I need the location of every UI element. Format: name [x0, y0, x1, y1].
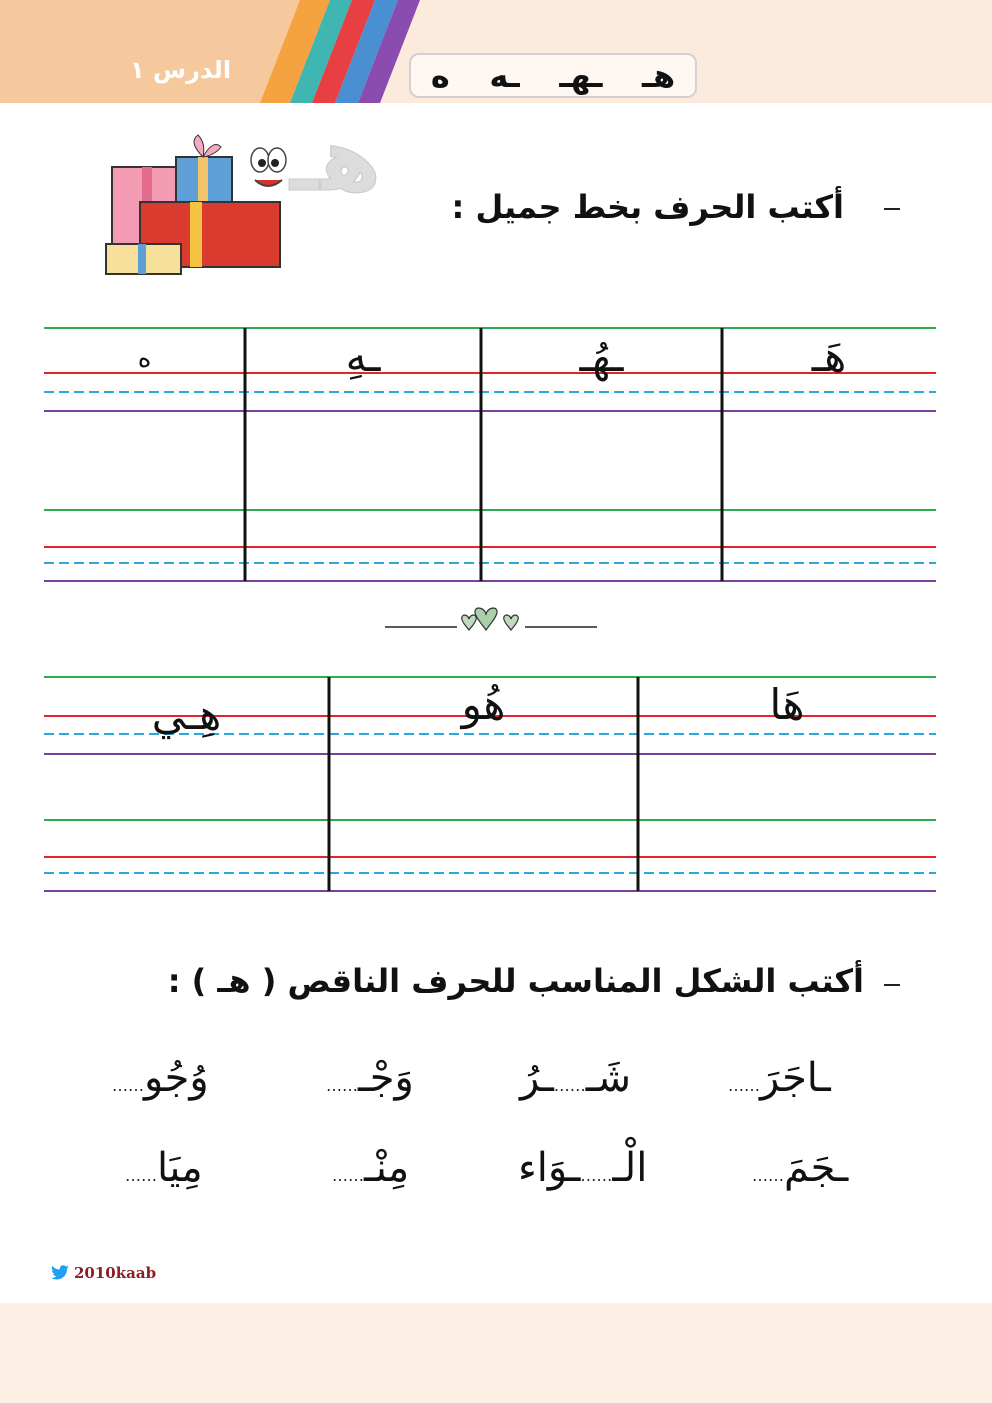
- bullet-dash: [884, 984, 900, 986]
- word-row2-3: مِنْـ……: [332, 1145, 410, 1191]
- word-row2-2: الْـ……ـوَاء: [518, 1145, 648, 1191]
- cell-letter-isolated: ه: [137, 344, 152, 374]
- word-row1-3: وَجْـ……: [326, 1055, 414, 1101]
- bullet-dash: [884, 208, 900, 210]
- footer-bar: [0, 1303, 992, 1403]
- word-row2-4: مِيَا……: [125, 1145, 203, 1191]
- lesson-label: الدرس ١: [130, 56, 232, 84]
- letter-form-medial: ـهـ: [559, 56, 603, 95]
- credit: [50, 1264, 156, 1282]
- letter-form-isolated: ه: [430, 56, 450, 95]
- cell-ha: هَا: [769, 680, 805, 729]
- cell-letter-final: ـهِ: [345, 332, 381, 381]
- instruction-write-letter: أكتب الحرف بخط جميل :: [451, 188, 844, 226]
- cell-hi: هِـي: [151, 690, 222, 739]
- letter-forms-box: [409, 53, 697, 98]
- cell-letter-medial: ـهُـ: [579, 332, 624, 381]
- letter-form-initial: هـ: [642, 56, 676, 95]
- word-row1-2: شَـ……ـرُ: [520, 1055, 632, 1101]
- cell-letter-initial: هَـ: [811, 332, 847, 381]
- letter-form-final: ـه: [489, 56, 520, 95]
- word-row2-1: ـجَمَ……: [752, 1145, 849, 1191]
- svg-text:هـ: هـ: [290, 108, 382, 211]
- heart-divider: [385, 610, 600, 642]
- twitter-bird-icon: [50, 1265, 70, 1281]
- cell-hu: هُو: [461, 680, 506, 729]
- word-row1-4: وُجُو……: [112, 1055, 209, 1101]
- instruction-missing-letter: أكتب الشكل المناسب للحرف الناقص ( هـ ) :: [167, 962, 864, 1000]
- credit-text: 2010kaab: [74, 1264, 157, 1282]
- word-row1-1: ـاجَرَ……: [728, 1055, 831, 1101]
- gift-boxes-illustration: [100, 108, 382, 282]
